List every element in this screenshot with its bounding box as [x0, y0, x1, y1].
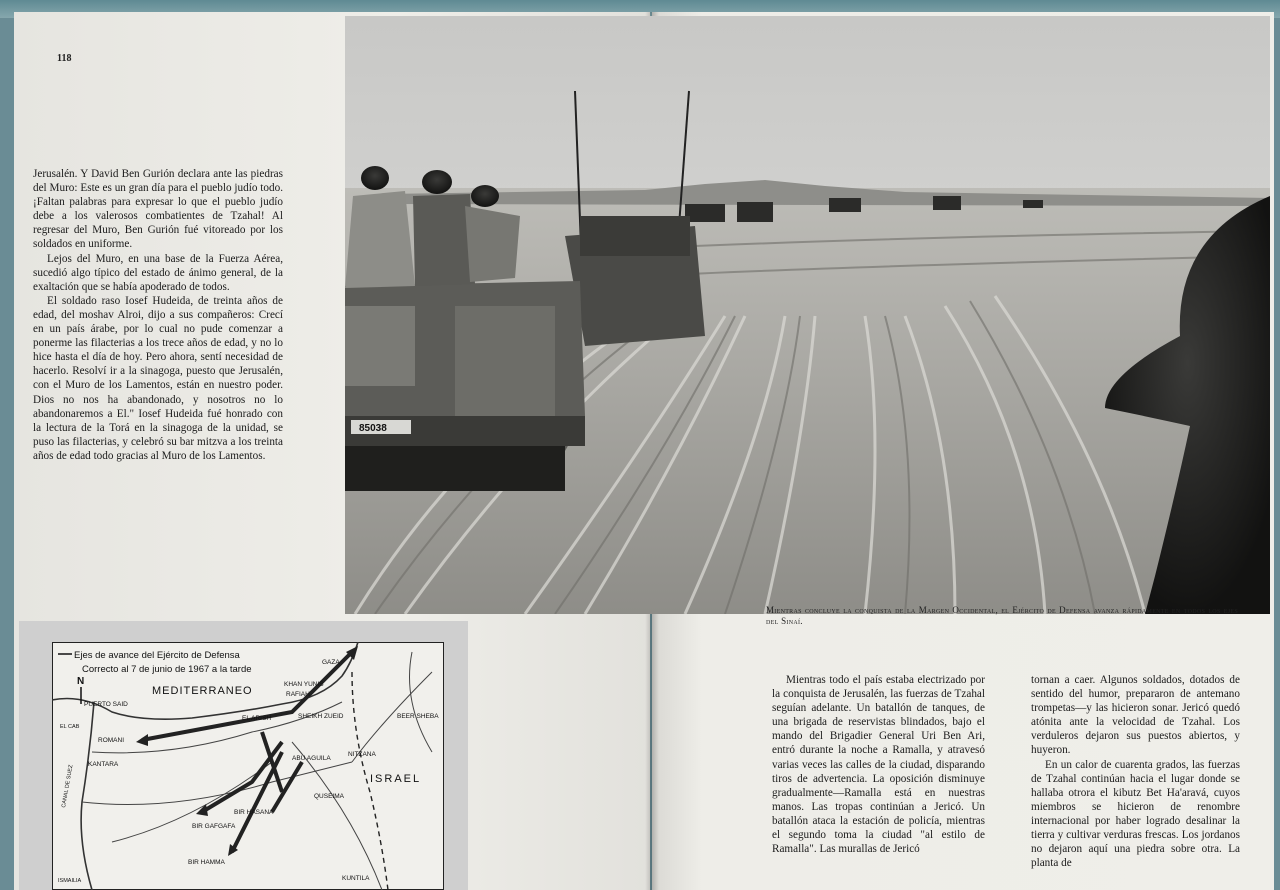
right-text-column-2: [1031, 673, 1240, 870]
map-label-bir-gafgafa: BIR GAFGAFA: [192, 823, 236, 830]
paragraph: Lejos del Muro, en una base de la Fuerza Aérea, sucedió algo típico del estado de ánimo general, de la exaltación que se había apoderado de todos.: [33, 252, 283, 293]
map-label-romani: ROMANI: [98, 737, 124, 744]
paragraph: En un calor de cuarenta grados, las fuerzas de Tzahal continúan hacia el lugar donde se hallaba otrora el kibutz Bet Ha'aravá, cuyos miembros se hicieron de renombre internacional por haber logrado desalinar la tierra y cultivar verduras frescas. Los jordanos no dejaron aquí una piedra sobre otra. La planta de: [1031, 758, 1240, 870]
map-label-bir-hasana: BIR HASANA: [234, 809, 274, 816]
map-label-el-arish: EL ARISH: [242, 715, 272, 722]
map-north-arrow: N: [77, 676, 85, 687]
map-label-canal: CANAL DE SUEZ: [61, 764, 75, 809]
map-label-nitzana: NITZANA: [348, 751, 376, 758]
sinai-advance-map: [52, 642, 444, 890]
map-label-sea: MEDITERRANEO: [152, 685, 253, 697]
map-label-abu-aguila: ABU AGUILA: [292, 755, 331, 762]
map-label-bir-hamma: BIR HAMMA: [188, 859, 225, 866]
page-number: 118: [57, 53, 72, 64]
paragraph: Jerusalén. Y David Ben Gurión declara ante las piedras del Muro: Este es un gran día para el pueblo judío todo. ¡Faltan palabras para expresar lo que el pueblo judío debe a los valerosos combatientes de Tzahal! Al regresar del Muro, Ben Gurión fué vitoreado por los soldados en uniforme.: [33, 168, 283, 251]
map-label-ismailia: ISMAILIA: [58, 878, 82, 884]
map-label-kuntilla: KUNTILA: [342, 875, 370, 882]
map-label-sheikh-zueid: SHEIKH ZUEID: [298, 713, 344, 720]
photo-caption: Mientras concluye la conquista de la Margen Occidental, el Ejército de Defensa avanza rápidamente en todos los ejes del Sinaí.: [766, 605, 1238, 626]
map-legend-line2: Correcto al 7 de junio de 1967 a la tarde: [82, 664, 252, 675]
map-label-el-kab: EL CAB: [60, 724, 80, 730]
map-label-quseima: QUSEIMA: [314, 793, 344, 800]
left-text-column: [33, 167, 283, 463]
map-label-puerto-said: PUERTO SAID: [84, 701, 128, 708]
map-label-khan-yunis: KHAN YUNIS: [284, 681, 324, 688]
map-label-gaza: GAZA: [322, 659, 340, 666]
desert-convoy-photo: [345, 16, 1270, 614]
map-label-kantara: KANTARA: [88, 761, 119, 768]
paragraph: El soldado raso Iosef Hudeida, de treinta años de edad, del moshav Alroi, dijo a sus compañeros: Crecí en un país árabe, por lo cual no pude comenzar a ponerme las filacterias a los trece años de edad, y no lo hice hasta el día de hoy. Pero ahora, sentí necesidad de hacerlo. Resolví ir a la sinagoga, puesto que Jerusalén, con el Muro de los Lamentos, están en nuestro poder. Dios no nos ha abandonado, y nosotros no lo abandonaremos a El." Iosef Hudeida fué honrado con la lectura de la Torá en la sinagoga de la unidad, se puso las filacterias, y celebró su bar mitzva a los treinta años de edad todo gracias al Muro de los Lamentos.: [33, 294, 283, 462]
map-legend-line1: Ejes de avance del Ejército de Defensa: [74, 650, 240, 661]
map-label-rafiah: RAFIAH: [286, 691, 310, 698]
paragraph: tornan a caer. Algunos soldados, dotados de sentido del humor, prepararon de antemano trompetas—y las hicieron sonar. Jericó quedó atónita ante la velocidad de Tzahal. Los verduleros dejaron sus puestos abiertos, y huyeron.: [1031, 674, 1240, 757]
map-label-beer-sheba: BEER SHEBA: [397, 713, 439, 720]
map-label-country: ISRAEL: [370, 773, 422, 785]
paragraph: Mientras todo el país estaba electrizado por la conquista de Jerusalén, las fuerzas de Tzahal seguían adelante. Un batallón de tanques, de una brigada de reservistas blindados, bajo el mando del Brigadier General Uri Ben Ari, entró durante la noche a Ramalla, y atravesó varias veces las calles de la ciudad, disparando tiros de advertencia. La oposición disminuye gradualmente—Ramalla está en nuestras manos. Las tropas continúan a Jericó. Un batallón ataca la estación de policía, mientras el segundo toma la ciudad "al estilo de Ramalla". Las murallas de Jericó: [772, 674, 985, 856]
vehicle-plate: 85038: [359, 423, 387, 434]
right-text-column-1: [772, 673, 985, 856]
